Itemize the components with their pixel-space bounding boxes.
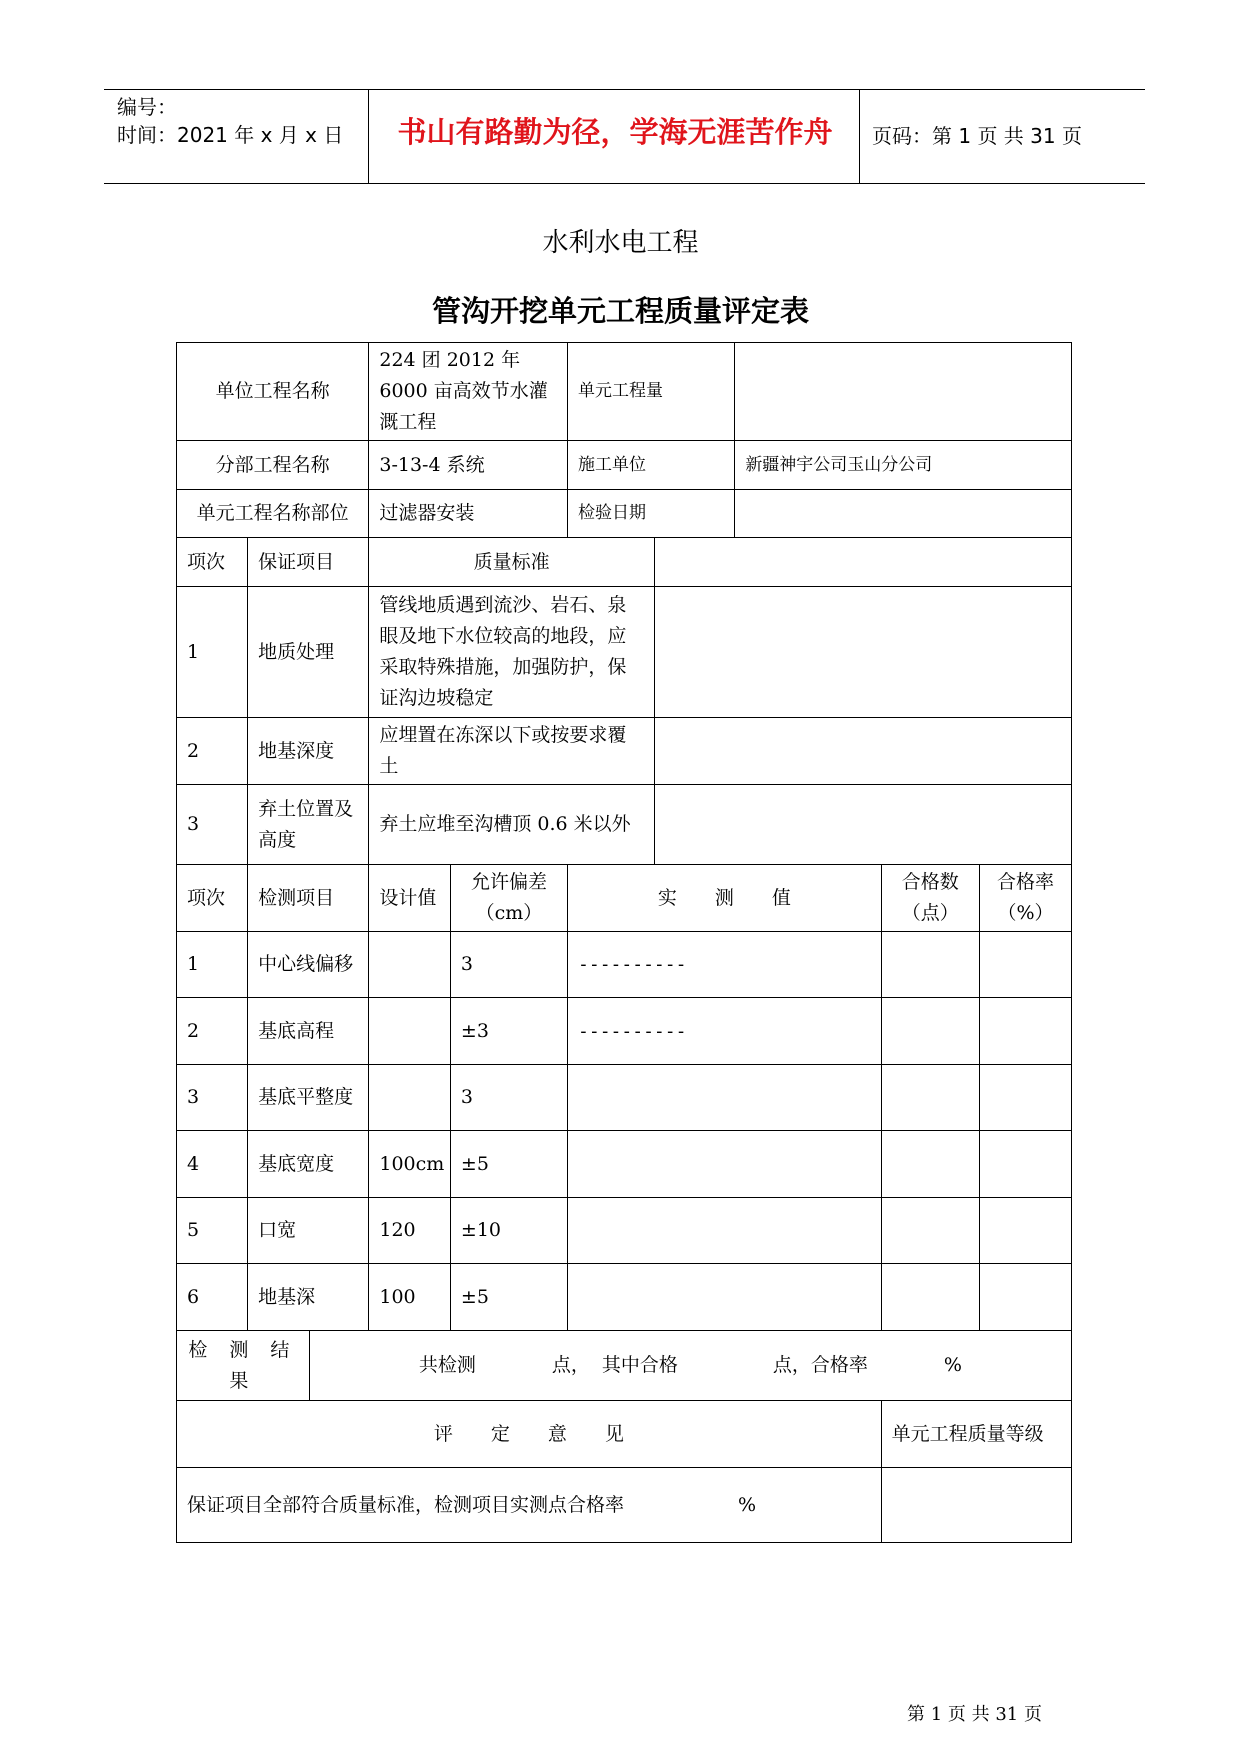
inspection-row-pass-rate [979,1065,1071,1131]
division-name-value: 3-13-4 系统 [369,441,568,490]
header-bottom-rule [104,183,1145,184]
guarantee-no-header: 项次 [177,538,248,587]
inspect-date-label: 检验日期 [568,490,735,538]
inspection-row-item: 口宽 [248,1198,369,1264]
inspection-row-tolerance: ±3 [450,998,567,1065]
unit-part-value: 过滤器安装 [369,490,568,538]
unit-quantity-label: 单元工程量 [568,343,735,441]
inspection-measured-header: 实 测 值 [568,865,882,932]
inspection-row-item: 基底宽度 [248,1131,369,1198]
inspection-row-item: 地基深 [248,1264,369,1331]
inspection-row-pass-rate [979,998,1071,1065]
inspection-row [177,998,1072,1065]
inspection-row-measured [568,1198,882,1264]
contractor-value: 新疆神宇公司玉山分公司 [735,441,1072,490]
guarantee-row-item: 弃土位置及高度 [248,785,369,865]
guarantee-row-no: 3 [177,785,248,865]
inspection-row-tolerance: 3 [450,1065,567,1131]
inspection-row-tolerance: 3 [450,932,567,998]
inspection-row [177,1264,1072,1331]
guarantee-row [177,587,1072,718]
result-summary: 共检测 点， 其中合格 点，合格率 % [309,1331,1071,1401]
assessment-opinion-label: 评 定 意 见 [177,1401,882,1468]
inspection-row-pass-count [881,1131,979,1198]
inspection-row-item: 中心线偏移 [248,932,369,998]
inspection-no-header: 项次 [177,865,248,932]
inspection-row [177,932,1072,998]
header-page-number: 页码：第 1 页 共 31 页 [872,124,1082,148]
footer-page-number: 第 1 页 共 31 页 [907,1704,1042,1725]
inspection-row-no: 1 [177,932,248,998]
assessment-opinion-text: 保证项目全部符合质量标准，检测项目实测点合格率 % [177,1468,882,1543]
inspection-row [177,1065,1072,1131]
guarantee-row-result [654,785,1071,865]
inspection-pass-rate-header: 合格率（%） [979,865,1071,932]
inspection-tolerance-header: 允许偏差（cm） [450,865,567,932]
inspect-date-value [735,490,1072,538]
inspection-row-pass-rate [979,1264,1071,1331]
info-row-unit-part [177,490,1072,538]
unit-project-name-value: 224 团 2012 年 6000 亩高效节水灌溉工程 [369,343,568,441]
guarantee-row-item: 地质处理 [248,587,369,718]
inspection-row-design [369,1065,451,1131]
guarantee-row [177,785,1072,865]
guarantee-result-cell [654,538,1071,587]
assessment-grade-value [881,1468,1071,1543]
inspection-row [177,1131,1072,1198]
document-number-label: 编号： [117,95,177,119]
assessment-grade-label: 单元工程质量等级 [881,1401,1071,1468]
guarantee-row-standard: 弃土应堆至沟槽顶 0.6 米以外 [369,785,654,865]
header-meta [117,93,343,149]
inspection-pass-count-header: 合格数（点） [881,865,979,932]
inspection-row-pass-rate [979,1131,1071,1198]
inspection-row-tolerance: ±10 [450,1198,567,1264]
guarantee-standard-header: 质量标准 [369,538,654,587]
quality-evaluation-table [176,342,1072,1543]
inspection-row-pass-count [881,998,979,1065]
unit-quantity-value [735,343,1072,441]
header-motto: 书山有路勤为径，学海无涯苦作舟 [397,115,833,149]
header-divider-left [368,89,369,184]
guarantee-row [177,718,1072,785]
guarantee-row-result [654,587,1071,718]
info-row-division [177,441,1072,490]
result-label: 检 测 结 果 [177,1331,310,1401]
guarantee-item-header: 保证项目 [248,538,369,587]
inspection-row-design: 120 [369,1198,451,1264]
inspection-row [177,1198,1072,1264]
document-title: 水利水电工程 [542,228,699,258]
inspection-row-pass-count [881,932,979,998]
division-name-label: 分部工程名称 [177,441,369,490]
inspection-row-measured [568,1131,882,1198]
inspection-row-design [369,932,451,998]
inspection-row-pass-rate [979,932,1071,998]
inspection-row-measured [568,1264,882,1331]
inspection-row-design [369,998,451,1065]
inspection-row-pass-count [881,1198,979,1264]
inspection-row-pass-count [881,1264,979,1331]
guarantee-row-item: 地基深度 [248,718,369,785]
inspection-row-tolerance: ±5 [450,1131,567,1198]
inspection-row-pass-rate [979,1198,1071,1264]
assessment-row [177,1468,1072,1543]
inspection-row-no: 5 [177,1198,248,1264]
guarantee-row-standard: 应埋置在冻深以下或按要求覆土 [369,718,654,785]
inspection-row-tolerance: ±5 [450,1264,567,1331]
unit-project-name-label: 单位工程名称 [177,343,369,441]
inspection-row-no: 6 [177,1264,248,1331]
inspection-row-measured: ---------- [568,998,882,1065]
inspection-row-no: 2 [177,998,248,1065]
unit-part-label: 单元工程名称部位 [177,490,369,538]
guarantee-row-no: 2 [177,718,248,785]
inspection-row-pass-count [881,1065,979,1131]
header-top-rule [104,89,1145,90]
inspection-row-item: 基底高程 [248,998,369,1065]
guarantee-row-no: 1 [177,587,248,718]
info-row-unit-project [177,343,1072,441]
inspection-item-header: 检测项目 [248,865,369,932]
document-time-label: 时间：2021 年 x 月 x 日 [117,123,344,147]
result-row [177,1331,1072,1401]
document-subtitle: 管沟开挖单元工程质量评定表 [431,294,809,328]
guarantee-row-result [654,718,1071,785]
assessment-header-row [177,1401,1072,1468]
inspection-row-no: 3 [177,1065,248,1131]
guarantee-header-row [177,538,1072,587]
inspection-row-design: 100cm [369,1131,451,1198]
inspection-row-measured: ---------- [568,932,882,998]
inspection-design-header: 设计值 [369,865,451,932]
inspection-row-measured [568,1065,882,1131]
inspection-row-no: 4 [177,1131,248,1198]
inspection-row-item: 基底平整度 [248,1065,369,1131]
contractor-label: 施工单位 [568,441,735,490]
inspection-header-row [177,865,1072,932]
guarantee-row-standard: 管线地质遇到流沙、岩石、泉眼及地下水位较高的地段，应采取特殊措施，加强防护，保证沟边坡稳定 [369,587,654,718]
inspection-row-design: 100 [369,1264,451,1331]
